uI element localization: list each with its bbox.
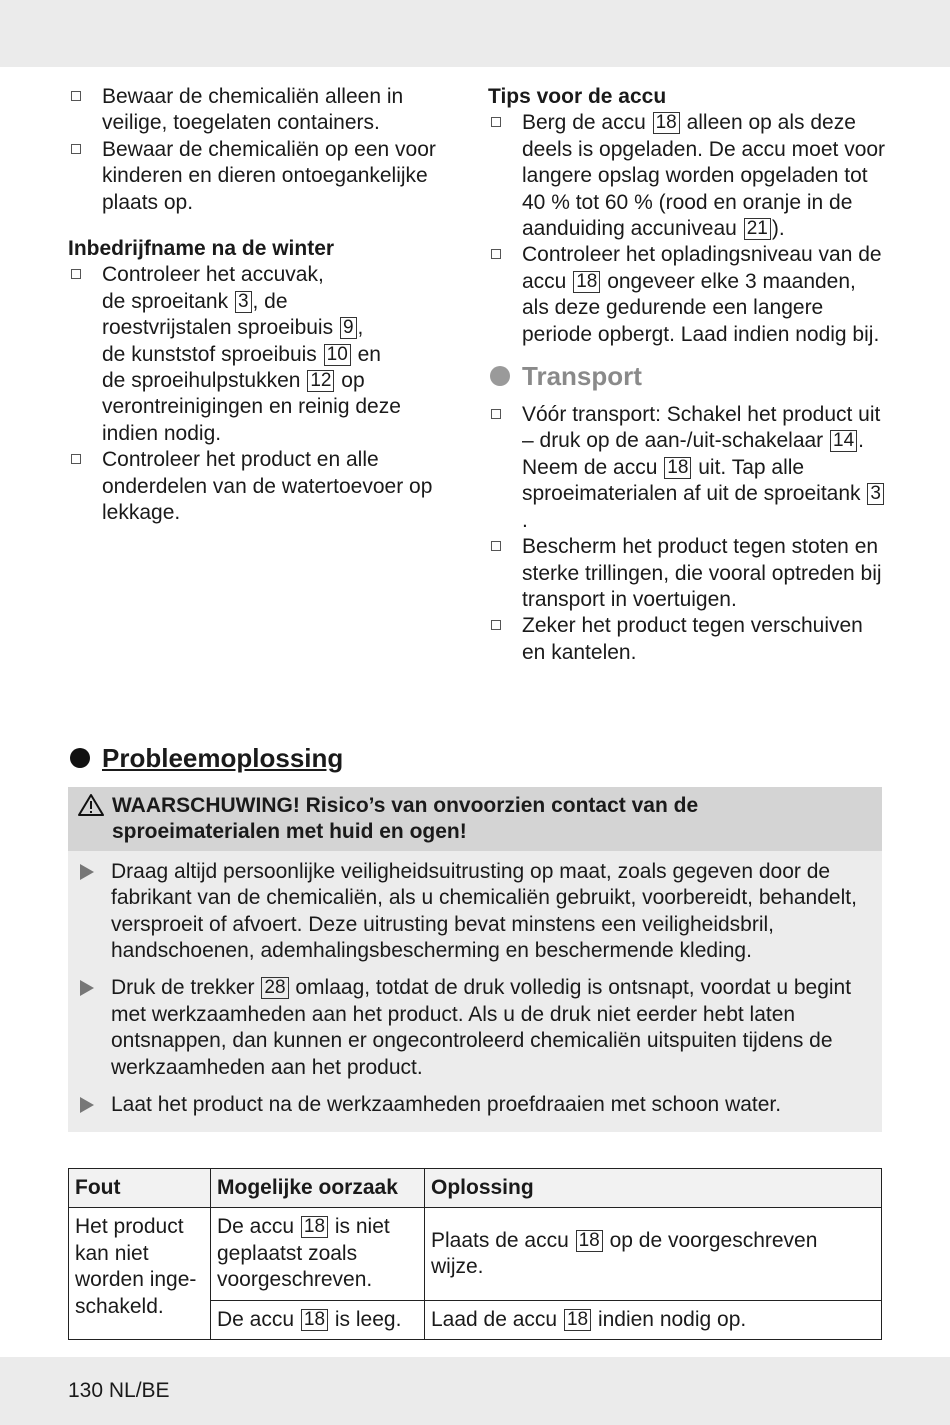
transport-list xyxy=(488,402,888,666)
list-item: Controleer het opladingsniveau van de accu 18 ongeveer elke 3 maanden, als deze gedurende een langere periode opbergt. Laad indien nodig bij. xyxy=(488,242,888,348)
left-column xyxy=(68,84,458,527)
troubleshooting-table xyxy=(68,1168,882,1340)
checkbox-bullet-icon xyxy=(491,541,501,551)
part-reference: 18 xyxy=(664,457,691,479)
cause-cell: De accu 18 is niet geplaatst zoals voorgeschreven. xyxy=(211,1208,425,1300)
checkbox-bullet-icon xyxy=(491,409,501,419)
page-number: 130 NL/BE xyxy=(68,1379,170,1402)
checkbox-bullet-icon xyxy=(71,91,81,101)
right-column xyxy=(488,84,888,666)
part-reference: 18 xyxy=(573,271,600,293)
column-header: Oplossing xyxy=(425,1169,882,1208)
warning-icon xyxy=(78,793,104,817)
transport-title: Transport xyxy=(488,360,888,392)
table-header-row xyxy=(69,1169,882,1208)
part-reference: 18 xyxy=(301,1216,328,1238)
checkbox-bullet-icon xyxy=(491,117,501,127)
section-title: Probleemoplossing xyxy=(68,742,343,774)
checkbox-bullet-icon xyxy=(71,269,81,279)
storage-list xyxy=(68,84,458,216)
section-bullet-icon xyxy=(490,366,510,386)
warning-box xyxy=(68,787,882,1132)
arrow-bullet-icon xyxy=(80,980,94,996)
part-reference: 18 xyxy=(564,1309,591,1331)
table-row xyxy=(69,1208,882,1300)
section-bullet-icon xyxy=(70,748,90,768)
part-reference: 12 xyxy=(307,370,334,392)
top-band xyxy=(0,0,950,67)
winter-list xyxy=(68,262,458,526)
list-item: Bescherm het product tegen stoten en sterke trillingen, die vooral optreden bij transport in voertuigen. xyxy=(488,534,888,613)
list-item: Vóór transport: Schakel het product uit – druk op de aan-/uit-schakelaar 14 . Neem de accu 18 uit. Tap alle sproeimaterialen af uit de sproeitank 3. xyxy=(488,402,888,534)
cause-cell: De accu 18 is leeg. xyxy=(211,1300,425,1339)
part-reference: 10 xyxy=(324,344,351,366)
tips-heading: Tips voor de accu xyxy=(488,85,667,108)
list-item: Controleer het product en alle onderdelen van de watertoevoer op lekkage. xyxy=(68,447,458,526)
checkbox-bullet-icon xyxy=(71,454,81,464)
solution-cell: Plaats de accu 18 op de voorgeschreven wijze. xyxy=(425,1208,882,1300)
warning-list xyxy=(68,851,882,1133)
arrow-bullet-icon xyxy=(80,1097,94,1113)
part-reference: 21 xyxy=(744,218,771,240)
warning-header: WAARSCHUWING! Risico’s van onvoorzien contact van de sproeimaterialen met huid en ogen! xyxy=(68,787,882,851)
list-item: Bewaar de chemicaliën op een voor kinderen en dieren ontoegankelijke plaats op. xyxy=(68,137,458,216)
part-reference: 18 xyxy=(301,1309,328,1331)
part-reference: 3 xyxy=(867,483,884,505)
checkbox-bullet-icon xyxy=(491,249,501,259)
solution-cell: Laad de accu 18 indien nodig op. xyxy=(425,1300,882,1339)
tips-list xyxy=(488,110,888,348)
list-item: Berg de accu 18 alleen op als deze deels is opgeladen. De accu moet voor langere opslag worden opgeladen tot 40 % tot 60 % (rood en oranje in de aanduiding accuniveau 21 ). xyxy=(488,110,888,242)
list-item: Zeker het product tegen verschuiven en kantelen. xyxy=(488,613,888,666)
checkbox-bullet-icon xyxy=(491,620,501,630)
part-reference: 28 xyxy=(261,977,288,999)
list-item: Laat het product na de werkzaamheden proefdraaien met schoon water. xyxy=(68,1092,870,1118)
part-reference: 18 xyxy=(576,1230,603,1252)
list-item: Druk de trekker 28 omlaag, totdat de druk volledig is ontsnapt, voordat u begint met werkzaamheden aan het product. Als u de druk niet eerder hebt laten ontsnappen, dan kunnen er ongecontroleerd chemicaliën uitspuiten tijdens de werkzaamheden aan het product. xyxy=(68,975,870,1081)
column-header: Mogelijke oorzaak xyxy=(211,1169,425,1208)
part-reference: 3 xyxy=(235,291,252,313)
column-header: Fout xyxy=(69,1169,211,1208)
list-item: Bewaar de chemicaliën alleen in veilige, toegelaten containers. xyxy=(68,84,458,137)
arrow-bullet-icon xyxy=(80,864,94,880)
list-item: Controleer het accuvak, de sproeitank 3 , de roestvrijstalen sproeibuis 9 , de kunststof sproeibuis 10 en de sproeihulpstukken 12 op verontreinigingen en reinig deze indien nodig. xyxy=(68,262,458,447)
part-reference: 9 xyxy=(340,317,357,339)
part-reference: 18 xyxy=(653,112,680,134)
winter-heading: Inbedrijfname na de winter xyxy=(68,237,335,261)
list-item: Draag altijd persoonlijke veiligheidsuitrusting op maat, zoals gegeven door de fabrikant van de chemicaliën, als u chemicaliën gebruikt, voorbereidt, behandelt, versproeit of afvoert. Deze uitrusting bevat minstens een veiligheidsbril, handschoenen, ademhalingsbescherming en beschermende kleding. xyxy=(68,859,870,965)
checkbox-bullet-icon xyxy=(71,144,81,154)
part-reference: 14 xyxy=(830,430,857,452)
fault-cell: Het product kan niet worden inge-schakeld. xyxy=(69,1208,211,1340)
